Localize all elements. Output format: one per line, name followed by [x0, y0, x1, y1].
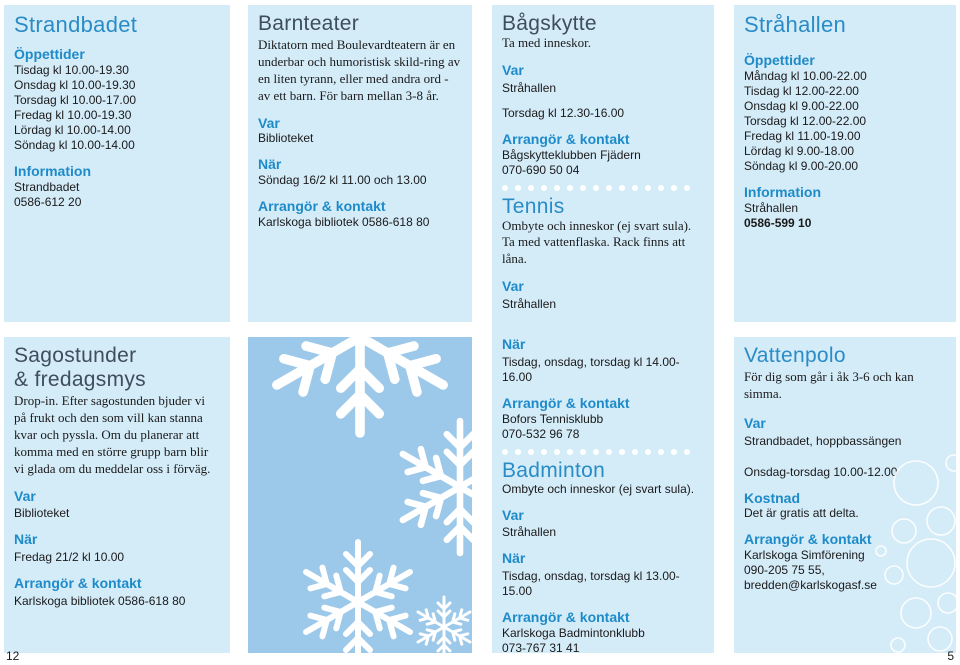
hours-line: Fredag kl 10.00-19.30 [14, 107, 132, 122]
information-label: Information [744, 183, 821, 200]
tennis-description: Ombyte och inneskor (ej svart sula). Ta med vattenflaska. Rack finns att låna. [502, 217, 692, 267]
hours-line: Lördag kl 9.00-18.00 [744, 143, 855, 158]
vattenpolo-description: För dig som går i åk 3-6 och kan simma. [744, 369, 914, 401]
badminton-organizer-phone: 073-767 31 41 [502, 641, 580, 653]
bagskytte-when: Torsdag kl 12.30-16.00 [502, 105, 625, 120]
vattenpolo-when: Onsdag-torsdag 10.00-12.00 [744, 464, 898, 479]
var-label: Var [14, 487, 36, 504]
barnteater-title: Barnteater [258, 12, 360, 35]
tennis-title: Tennis [502, 194, 565, 218]
opening-hours-label: Öppettider [744, 52, 815, 69]
organizer-value: Karlskoga bibliotek 0586-618 80 [14, 593, 186, 608]
badminton-var-value: Stråhallen [502, 525, 557, 540]
tennis-var-value: Stråhallen [502, 297, 557, 312]
badminton-title: Badminton [502, 458, 606, 482]
sagostunder-description: Drop-in. Efter sagostunden bjuder vi på frukt och den som vill kan stanna kvar och pyssla. Om du planerar att komma med en större grupp barn blir vi glada om du meddelar oss i förväg. [14, 393, 211, 476]
badminton-description: Ombyte och inneskor (ej svart sula). [502, 481, 695, 496]
tennis-var-label: Var [502, 278, 524, 295]
hours-line: Tisdag kl 10.00-19.30 [14, 62, 129, 77]
organizer-label: Arrangör & kontakt [744, 531, 872, 548]
var-value: Biblioteket [14, 506, 70, 521]
vattenpolo-panel [734, 337, 956, 653]
cost-value: Det är gratis att delta. [744, 506, 859, 521]
var-label: Var [744, 414, 766, 431]
organizer-name: Karlskoga Simförening [744, 548, 865, 563]
badminton-organizer-name: Karlskoga Badmintonklubb [502, 626, 645, 641]
badminton-var-label: Var [502, 506, 524, 523]
var-label: Var [258, 114, 280, 131]
information-phone: 0586-599 10 [744, 215, 812, 230]
information-name: Stråhallen [744, 200, 799, 215]
snowflake-illustration [248, 337, 472, 653]
badminton-organizer-label: Arrangör & kontakt [502, 609, 630, 626]
organizer-label: Arrangör & kontakt [502, 130, 630, 147]
hours-line: Onsdag kl 10.00-19.30 [14, 77, 136, 92]
var-value: Strandbadet, hoppbassängen [744, 433, 902, 448]
opening-hours-label: Öppettider [14, 46, 85, 63]
barnteater-description: Diktatorn med Boulevardteatern är en underbar och humoristisk skild-ring av en liten tyrann, eller med andra ord - av ett barn. För barn mellan 3-8 år. [258, 37, 461, 103]
bubbles-icon [836, 453, 956, 653]
sagostunder-title-line1: Sagostunder [14, 344, 137, 367]
hours-line: Onsdag kl 9.00-22.00 [744, 98, 859, 113]
organizer-phone: 070-690 50 04 [502, 162, 580, 177]
nar-label: När [14, 531, 38, 548]
sagostunder-panel [4, 337, 230, 653]
strandbadet-panel [4, 5, 230, 322]
snowflake-icon [248, 337, 472, 653]
bagskytte-title: Bågskytte [502, 12, 597, 35]
organizer-email: bredden@karlskogasf.se [744, 578, 877, 593]
bagskytte-tennis-badminton-panel [492, 5, 714, 653]
cost-label: Kostnad [744, 489, 800, 506]
tennis-organizer-phone: 070-532 96 78 [502, 426, 580, 441]
hours-line: Torsdag kl 12.00-22.00 [744, 113, 867, 128]
vattenpolo-title: Vattenpolo [744, 344, 846, 367]
organizer-label: Arrangör & kontakt [14, 575, 142, 592]
tennis-organizer-label: Arrangör & kontakt [502, 394, 630, 411]
var-value: Biblioteket [258, 131, 314, 146]
strahallen-panel [734, 5, 956, 322]
barnteater-panel [248, 5, 472, 322]
organizer-value: Karlskoga bibliotek 0586-618 80 [258, 215, 430, 229]
tennis-organizer-name: Bofors Tennisklubb [502, 411, 604, 426]
var-value: Stråhallen [502, 80, 557, 95]
tennis-nar-value: Tisdag, onsdag, torsdag kl 14.00-16.00 [502, 354, 680, 384]
hours-line: Torsdag kl 10.00-17.00 [14, 92, 137, 107]
sagostunder-title-line2: & fredagsmys [14, 368, 146, 392]
organizer-phone: 090-205 75 55, [744, 563, 825, 578]
hours-line: Lördag kl 10.00-14.00 [14, 122, 131, 137]
dotted-divider [502, 185, 704, 191]
information-name: Strandbadet [14, 179, 80, 194]
nar-value: Fredag 21/2 kl 10.00 [14, 550, 125, 565]
hours-line: Tisdag kl 12.00-22.00 [744, 83, 859, 98]
var-label: Var [502, 61, 524, 78]
badminton-nar-value: Tisdag, onsdag, torsdag kl 13.00-15.00 [502, 569, 680, 599]
page-number-left: 12 [6, 649, 20, 663]
strahallen-title: Stråhallen [744, 12, 847, 37]
nar-value: Söndag 16/2 kl 11.00 och 13.00 [258, 173, 427, 188]
badminton-nar-label: När [502, 550, 526, 567]
organizer-name: Bågskytteklubben Fjädern [502, 147, 641, 162]
nar-label: När [258, 156, 282, 173]
bagskytte-intro: Ta med inneskor. [502, 35, 591, 51]
hours-line: Söndag kl 9.00-20.00 [744, 158, 859, 173]
strandbadet-title: Strandbadet [14, 12, 138, 37]
organizer-label: Arrangör & kontakt [258, 198, 386, 215]
hours-line: Söndag kl 10.00-14.00 [14, 137, 135, 152]
tennis-nar-label: När [502, 336, 526, 353]
information-phone: 0586-612 20 [14, 194, 82, 209]
page-number-right: 5 [947, 649, 954, 663]
information-label: Information [14, 162, 91, 179]
hours-line: Måndag kl 10.00-22.00 [744, 68, 867, 83]
hours-line: Fredag kl 11.00-19.00 [744, 128, 861, 143]
dotted-divider [502, 449, 704, 455]
